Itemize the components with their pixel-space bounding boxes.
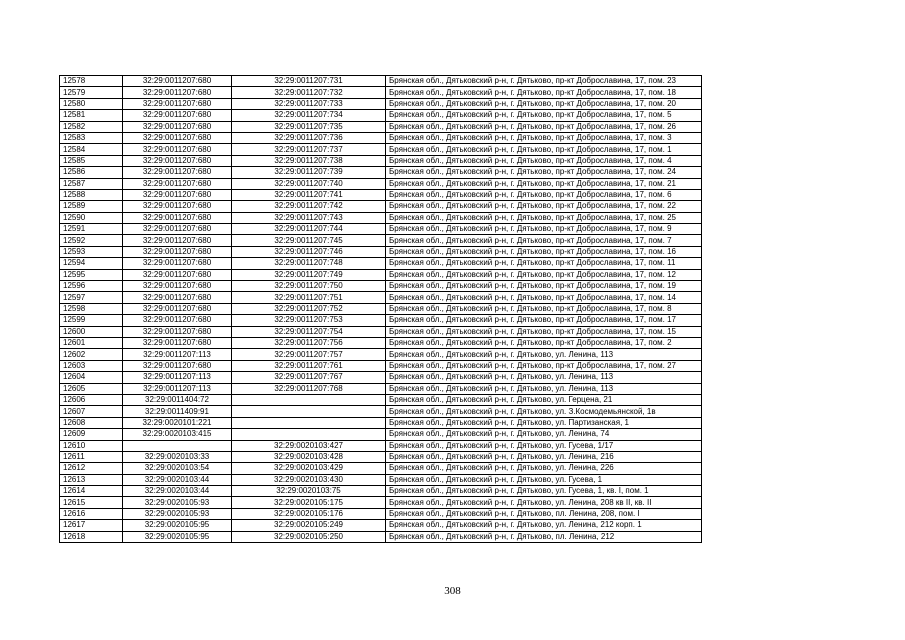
- source-cadastral-cell: 32:29:0020101:221: [123, 417, 232, 428]
- address-cell: Брянская обл., Дятьковский р-н, г. Дятьково, ул. Гусева, 1/17: [386, 440, 702, 451]
- cadastral-number-cell: 32:29:0011207:754: [232, 326, 386, 337]
- row-number-cell: 12595: [60, 269, 123, 280]
- row-number-cell: 12589: [60, 201, 123, 212]
- row-number-cell: 12593: [60, 246, 123, 257]
- table-row: [60, 269, 702, 280]
- source-cadastral-cell: 32:29:0011207:680: [123, 144, 232, 155]
- table-row: [60, 497, 702, 508]
- cadastral-number-cell: 32:29:0011207:738: [232, 155, 386, 166]
- address-cell: Брянская обл., Дятьковский р-н, г. Дятьково, пр-кт Доброславина, 17, пом. 22: [386, 201, 702, 212]
- address-cell: Брянская обл., Дятьковский р-н, г. Дятьково, пр-кт Доброславина, 17, пом. 26: [386, 121, 702, 132]
- row-number-cell: 12613: [60, 474, 123, 485]
- cadastral-number-cell: 32:29:0011207:741: [232, 189, 386, 200]
- table-row: [60, 201, 702, 212]
- address-cell: Брянская обл., Дятьковский р-н, г. Дятьково, ул. Ленина, 226: [386, 463, 702, 474]
- address-cell: Брянская обл., Дятьковский р-н, г. Дятьково, ул. Ленина, 113: [386, 349, 702, 360]
- table-row: [60, 508, 702, 519]
- cadastral-number-cell: 32:29:0011207:744: [232, 224, 386, 235]
- address-cell: Брянская обл., Дятьковский р-н, г. Дятьково, пл. Ленина, 208, пом. I: [386, 508, 702, 519]
- source-cadastral-cell: 32:29:0011207:680: [123, 269, 232, 280]
- row-number-cell: 12599: [60, 315, 123, 326]
- row-number-cell: 12614: [60, 486, 123, 497]
- table-row: [60, 110, 702, 121]
- page-number: 308: [444, 585, 461, 597]
- cadastral-number-cell: 32:29:0011207:745: [232, 235, 386, 246]
- table-row: [60, 258, 702, 269]
- cadastral-number-cell: 32:29:0020105:250: [232, 531, 386, 542]
- source-cadastral-cell: 32:29:0020105:95: [123, 531, 232, 542]
- table-row: [60, 315, 702, 326]
- table-row: [60, 383, 702, 394]
- row-number-cell: 12608: [60, 417, 123, 428]
- table-row: [60, 189, 702, 200]
- cadastral-number-cell: [232, 406, 386, 417]
- row-number-cell: 12584: [60, 144, 123, 155]
- row-number-cell: 12605: [60, 383, 123, 394]
- source-cadastral-cell: 32:29:0011207:680: [123, 315, 232, 326]
- source-cadastral-cell: 32:29:0011207:680: [123, 337, 232, 348]
- address-cell: Брянская обл., Дятьковский р-н, г. Дятьково, пр-кт Доброславина, 17, пом. 16: [386, 246, 702, 257]
- table-row: [60, 451, 702, 462]
- table-row: [60, 337, 702, 348]
- cadastral-number-cell: 32:29:0011207:751: [232, 292, 386, 303]
- source-cadastral-cell: 32:29:0020105:93: [123, 497, 232, 508]
- table-row: [60, 132, 702, 143]
- cadastral-number-cell: 32:29:0011207:748: [232, 258, 386, 269]
- row-number-cell: 12578: [60, 76, 123, 87]
- address-cell: Брянская обл., Дятьковский р-н, г. Дятьково, пр-кт Доброславина, 17, пом. 7: [386, 235, 702, 246]
- address-cell: Брянская обл., Дятьковский р-н, г. Дятьково, пр-кт Доброславина, 17, пом. 21: [386, 178, 702, 189]
- address-cell: Брянская обл., Дятьковский р-н, г. Дятьково, пр-кт Доброславина, 17, пом. 25: [386, 212, 702, 223]
- cadastral-number-cell: 32:29:0011207:736: [232, 132, 386, 143]
- cadastral-number-cell: 32:29:0011207:750: [232, 281, 386, 292]
- row-number-cell: 12616: [60, 508, 123, 519]
- source-cadastral-cell: 32:29:0011207:680: [123, 292, 232, 303]
- cadastral-number-cell: 32:29:0020103:428: [232, 451, 386, 462]
- cadastral-number-cell: 32:29:0011207:749: [232, 269, 386, 280]
- source-cadastral-cell: 32:29:0020105:95: [123, 520, 232, 531]
- table-row: [60, 463, 702, 474]
- row-number-cell: 12591: [60, 224, 123, 235]
- cadastral-number-cell: 32:29:0011207:753: [232, 315, 386, 326]
- row-number-cell: 12600: [60, 326, 123, 337]
- cadastral-number-cell: 32:29:0011207:767: [232, 372, 386, 383]
- address-cell: Брянская обл., Дятьковский р-н, г. Дятьково, ул. З.Космодемьянской, 1в: [386, 406, 702, 417]
- cadastral-number-cell: [232, 417, 386, 428]
- table-row: [60, 394, 702, 405]
- table-row: [60, 155, 702, 166]
- source-cadastral-cell: 32:29:0020103:415: [123, 429, 232, 440]
- source-cadastral-cell: 32:29:0011207:113: [123, 349, 232, 360]
- source-cadastral-cell: 32:29:0020103:44: [123, 474, 232, 485]
- source-cadastral-cell: 32:29:0011207:680: [123, 281, 232, 292]
- cadastral-number-cell: 32:29:0011207:735: [232, 121, 386, 132]
- row-number-cell: 12606: [60, 394, 123, 405]
- source-cadastral-cell: 32:29:0011207:680: [123, 76, 232, 87]
- address-cell: Брянская обл., Дятьковский р-н, г. Дятьково, пр-кт Доброславина, 17, пом. 27: [386, 360, 702, 371]
- cadastral-number-cell: 32:29:0020105:249: [232, 520, 386, 531]
- cadastral-number-cell: 32:29:0011207:731: [232, 76, 386, 87]
- cadastral-number-cell: 32:29:0020103:75: [232, 486, 386, 497]
- source-cadastral-cell: 32:29:0011207:680: [123, 189, 232, 200]
- source-cadastral-cell: 32:29:0011207:680: [123, 235, 232, 246]
- table-row: [60, 303, 702, 314]
- table-row: [60, 76, 702, 87]
- source-cadastral-cell: 32:29:0011207:680: [123, 212, 232, 223]
- address-cell: Брянская обл., Дятьковский р-н, г. Дятьково, пр-кт Доброславина, 17, пом. 2: [386, 337, 702, 348]
- address-cell: Брянская обл., Дятьковский р-н, г. Дятьково, пр-кт Доброславина, 17, пом. 15: [386, 326, 702, 337]
- table-row: [60, 440, 702, 451]
- source-cadastral-cell: 32:29:0011207:113: [123, 372, 232, 383]
- table-row: [60, 235, 702, 246]
- table-row: [60, 531, 702, 542]
- row-number-cell: 12594: [60, 258, 123, 269]
- address-cell: Брянская обл., Дятьковский р-н, г. Дятьково, пр-кт Доброславина, 17, пом. 14: [386, 292, 702, 303]
- row-number-cell: 12582: [60, 121, 123, 132]
- source-cadastral-cell: 32:29:0011207:680: [123, 121, 232, 132]
- address-cell: Брянская обл., Дятьковский р-н, г. Дятьково, ул. Ленина, 74: [386, 429, 702, 440]
- address-cell: Брянская обл., Дятьковский р-н, г. Дятьково, ул. Партизанская, 1: [386, 417, 702, 428]
- row-number-cell: 12596: [60, 281, 123, 292]
- row-number-cell: 12587: [60, 178, 123, 189]
- registry-table: [59, 75, 702, 543]
- address-cell: Брянская обл., Дятьковский р-н, г. Дятьково, пр-кт Доброславина, 17, пом. 6: [386, 189, 702, 200]
- table-row: [60, 474, 702, 485]
- address-cell: Брянская обл., Дятьковский р-н, г. Дятьково, ул. Ленина, 212 корп. 1: [386, 520, 702, 531]
- address-cell: Брянская обл., Дятьковский р-н, г. Дятьково, ул. Ленина, 208 кв II, кв. II: [386, 497, 702, 508]
- row-number-cell: 12617: [60, 520, 123, 531]
- cadastral-number-cell: 32:29:0020105:176: [232, 508, 386, 519]
- cadastral-number-cell: 32:29:0011207:756: [232, 337, 386, 348]
- table-row: [60, 292, 702, 303]
- table-row: [60, 429, 702, 440]
- table-row: [60, 486, 702, 497]
- cadastral-number-cell: 32:29:0011207:733: [232, 98, 386, 109]
- cadastral-number-cell: 32:29:0020103:430: [232, 474, 386, 485]
- address-cell: Брянская обл., Дятьковский р-н, г. Дятьково, ул. Ленина, 216: [386, 451, 702, 462]
- cadastral-number-cell: 32:29:0011207:743: [232, 212, 386, 223]
- row-number-cell: 12609: [60, 429, 123, 440]
- row-number-cell: 12604: [60, 372, 123, 383]
- cadastral-number-cell: [232, 394, 386, 405]
- table-row: [60, 178, 702, 189]
- table-row: [60, 246, 702, 257]
- table-row: [60, 372, 702, 383]
- source-cadastral-cell: 32:29:0011207:680: [123, 155, 232, 166]
- table-row: [60, 167, 702, 178]
- cadastral-number-cell: 32:29:0011207:746: [232, 246, 386, 257]
- table-row: [60, 360, 702, 371]
- cadastral-number-cell: 32:29:0011207:742: [232, 201, 386, 212]
- source-cadastral-cell: 32:29:0011207:680: [123, 98, 232, 109]
- row-number-cell: 12592: [60, 235, 123, 246]
- cadastral-number-cell: 32:29:0011207:740: [232, 178, 386, 189]
- source-cadastral-cell: 32:29:0020103:33: [123, 451, 232, 462]
- source-cadastral-cell: 32:29:0011207:680: [123, 326, 232, 337]
- row-number-cell: 12590: [60, 212, 123, 223]
- address-cell: Брянская обл., Дятьковский р-н, г. Дятьково, ул. Ленина, 113: [386, 372, 702, 383]
- row-number-cell: 12581: [60, 110, 123, 121]
- address-cell: Брянская обл., Дятьковский р-н, г. Дятьково, ул. Ленина, 113: [386, 383, 702, 394]
- table-row: [60, 349, 702, 360]
- row-number-cell: 12598: [60, 303, 123, 314]
- source-cadastral-cell: 32:29:0011207:680: [123, 258, 232, 269]
- table-row: [60, 417, 702, 428]
- cadastral-number-cell: 32:29:0011207:734: [232, 110, 386, 121]
- table-row: [60, 121, 702, 132]
- address-cell: Брянская обл., Дятьковский р-н, г. Дятьково, пр-кт Доброславина, 17, пом. 3: [386, 132, 702, 143]
- row-number-cell: 12615: [60, 497, 123, 508]
- cadastral-number-cell: 32:29:0011207:757: [232, 349, 386, 360]
- row-number-cell: 12580: [60, 98, 123, 109]
- cadastral-number-cell: 32:29:0011207:732: [232, 87, 386, 98]
- row-number-cell: 12610: [60, 440, 123, 451]
- source-cadastral-cell: 32:29:0011207:680: [123, 110, 232, 121]
- table-row: [60, 98, 702, 109]
- registry-table-body: [60, 76, 702, 543]
- source-cadastral-cell: 32:29:0020103:54: [123, 463, 232, 474]
- address-cell: Брянская обл., Дятьковский р-н, г. Дятьково, пр-кт Доброславина, 17, пом. 5: [386, 110, 702, 121]
- source-cadastral-cell: 32:29:0011207:680: [123, 303, 232, 314]
- row-number-cell: 12612: [60, 463, 123, 474]
- row-number-cell: 12611: [60, 451, 123, 462]
- source-cadastral-cell: 32:29:0011207:113: [123, 383, 232, 394]
- address-cell: Брянская обл., Дятьковский р-н, г. Дятьково, пр-кт Доброславина, 17, пом. 1: [386, 144, 702, 155]
- address-cell: Брянская обл., Дятьковский р-н, г. Дятьково, пр-кт Доброславина, 17, пом. 23: [386, 76, 702, 87]
- address-cell: Брянская обл., Дятьковский р-н, г. Дятьково, пр-кт Доброславина, 17, пом. 19: [386, 281, 702, 292]
- address-cell: Брянская обл., Дятьковский р-н, г. Дятьково, ул. Гусева, 1, кв. I, пом. 1: [386, 486, 702, 497]
- row-number-cell: 12618: [60, 531, 123, 542]
- cadastral-number-cell: 32:29:0011207:739: [232, 167, 386, 178]
- cadastral-number-cell: 32:29:0011207:737: [232, 144, 386, 155]
- cadastral-number-cell: 32:29:0011207:761: [232, 360, 386, 371]
- cadastral-number-cell: 32:29:0011207:752: [232, 303, 386, 314]
- address-cell: Брянская обл., Дятьковский р-н, г. Дятьково, пр-кт Доброславина, 17, пом. 4: [386, 155, 702, 166]
- table-row: [60, 212, 702, 223]
- row-number-cell: 12579: [60, 87, 123, 98]
- address-cell: Брянская обл., Дятьковский р-н, г. Дятьково, пр-кт Доброславина, 17, пом. 8: [386, 303, 702, 314]
- address-cell: Брянская обл., Дятьковский р-н, г. Дятьково, ул. Гусева, 1: [386, 474, 702, 485]
- cadastral-number-cell: 32:29:0020103:429: [232, 463, 386, 474]
- row-number-cell: 12588: [60, 189, 123, 200]
- address-cell: Брянская обл., Дятьковский р-н, г. Дятьково, пр-кт Доброславина, 17, пом. 12: [386, 269, 702, 280]
- address-cell: Брянская обл., Дятьковский р-н, г. Дятьково, пр-кт Доброславина, 17, пом. 24: [386, 167, 702, 178]
- source-cadastral-cell: 32:29:0011207:680: [123, 224, 232, 235]
- table-row: [60, 281, 702, 292]
- source-cadastral-cell: 32:29:0011207:680: [123, 132, 232, 143]
- address-cell: Брянская обл., Дятьковский р-н, г. Дятьково, пр-кт Доброславина, 17, пом. 17: [386, 315, 702, 326]
- row-number-cell: 12583: [60, 132, 123, 143]
- cadastral-number-cell: 32:29:0011207:768: [232, 383, 386, 394]
- row-number-cell: 12597: [60, 292, 123, 303]
- cadastral-number-cell: [232, 429, 386, 440]
- table-row: [60, 520, 702, 531]
- source-cadastral-cell: 32:29:0020103:44: [123, 486, 232, 497]
- cadastral-number-cell: 32:29:0020105:175: [232, 497, 386, 508]
- source-cadastral-cell: 32:29:0011207:680: [123, 360, 232, 371]
- source-cadastral-cell: 32:29:0011207:680: [123, 87, 232, 98]
- cadastral-number-cell: 32:29:0020103:427: [232, 440, 386, 451]
- source-cadastral-cell: 32:29:0011207:680: [123, 178, 232, 189]
- address-cell: Брянская обл., Дятьковский р-н, г. Дятьково, пр-кт Доброславина, 17, пом. 20: [386, 98, 702, 109]
- source-cadastral-cell: 32:29:0011207:680: [123, 201, 232, 212]
- source-cadastral-cell: 32:29:0011207:680: [123, 167, 232, 178]
- row-number-cell: 12602: [60, 349, 123, 360]
- address-cell: Брянская обл., Дятьковский р-н, г. Дятьково, пр-кт Доброславина, 17, пом. 18: [386, 87, 702, 98]
- table-row: [60, 87, 702, 98]
- table-row: [60, 224, 702, 235]
- row-number-cell: 12603: [60, 360, 123, 371]
- address-cell: Брянская обл., Дятьковский р-н, г. Дятьково, пр-кт Доброславина, 17, пом. 9: [386, 224, 702, 235]
- row-number-cell: 12601: [60, 337, 123, 348]
- source-cadastral-cell: 32:29:0020105:93: [123, 508, 232, 519]
- source-cadastral-cell: 32:29:0011207:680: [123, 246, 232, 257]
- row-number-cell: 12607: [60, 406, 123, 417]
- address-cell: Брянская обл., Дятьковский р-н, г. Дятьково, пл. Ленина, 212: [386, 531, 702, 542]
- address-cell: Брянская обл., Дятьковский р-н, г. Дятьково, ул. Герцена, 21: [386, 394, 702, 405]
- source-cadastral-cell: 32:29:0011409:91: [123, 406, 232, 417]
- address-cell: Брянская обл., Дятьковский р-н, г. Дятьково, пр-кт Доброславина, 17, пом. 11: [386, 258, 702, 269]
- row-number-cell: 12585: [60, 155, 123, 166]
- row-number-cell: 12586: [60, 167, 123, 178]
- table-row: [60, 144, 702, 155]
- source-cadastral-cell: [123, 440, 232, 451]
- table-row: [60, 406, 702, 417]
- table-row: [60, 326, 702, 337]
- source-cadastral-cell: 32:29:0011404:72: [123, 394, 232, 405]
